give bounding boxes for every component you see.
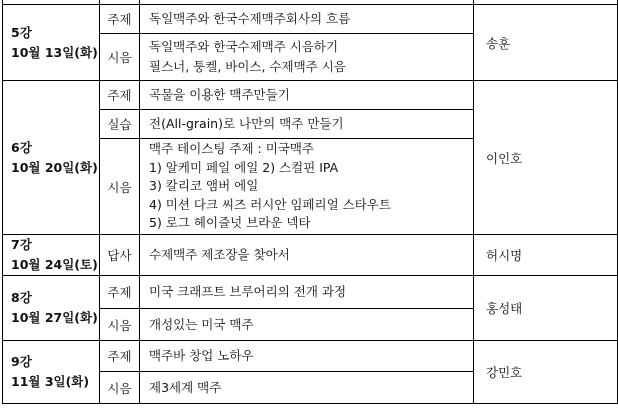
topic-line: 맥주 테이스팅 주제 : 미국맥주: [149, 141, 315, 157]
topic-line: 1) 알케미 페일 에일 2) 스컬핀 IPA: [149, 159, 339, 175]
type-cell: 주제: [100, 5, 140, 34]
topic-line: 전(All-grain)로 나만의 맥주 만들기: [149, 116, 344, 131]
instructor-cell: 송훈: [474, 5, 618, 81]
type-cell: 시음: [100, 34, 140, 81]
session-number: 7강: [11, 237, 32, 252]
topic-cell: [140, 139, 474, 235]
session-cell: [3, 341, 100, 404]
topic-line: 곡물을 이용한 맥주만들기: [149, 87, 290, 102]
session-number: 9강: [11, 354, 32, 369]
topic-cell: [140, 341, 474, 372]
schedule-table: [2, 0, 618, 404]
topic-cell: [140, 372, 474, 404]
topic-line: 3) 칼리코 앰버 에일: [149, 178, 259, 194]
topic-line: 필스너, 퉁켈, 바이스, 수제맥주 시음: [149, 59, 346, 74]
table-row: [3, 341, 618, 372]
topic-cell: [140, 276, 474, 309]
session-cell: [3, 81, 100, 235]
table-row: [3, 276, 618, 309]
topic-line: 개성있는 미국 맥주: [149, 316, 254, 332]
session-number: 8강: [11, 290, 32, 305]
instructor-cell: 이인호: [474, 81, 618, 235]
session-date: 11월 3일(화): [11, 374, 90, 389]
topic-cell: [140, 235, 474, 276]
session-date: 10월 24일(토): [11, 257, 98, 272]
topic-cell: [140, 110, 474, 139]
session-number: 5강: [11, 24, 32, 40]
table-row: [3, 81, 618, 110]
type-cell: 시음: [100, 309, 140, 341]
type-cell: 시음: [100, 139, 140, 235]
type-cell: 답사: [100, 235, 140, 276]
type-cell: 주제: [100, 276, 140, 309]
session-number: 6강: [11, 139, 32, 155]
type-cell: 실습: [100, 110, 140, 139]
session-date: 10월 27일(화): [11, 310, 98, 325]
topic-line: 수제맥주 제조장을 찾아서: [149, 247, 290, 262]
table-row: [3, 235, 618, 276]
session-cell: [3, 5, 100, 81]
instructor-cell: 허시명: [474, 235, 618, 276]
instructor-cell: 홍성태: [474, 276, 618, 341]
topic-line: 4) 미션 다크 씨즈 러시안 임페리얼 스타우트: [149, 196, 391, 212]
type-cell: 주제: [100, 341, 140, 372]
topic-line: 미국 크래프트 브루어리의 전개 과정: [149, 284, 347, 299]
topic-line: 5) 로그 헤이즐넛 브라운 넥타: [149, 215, 311, 231]
topic-cell: [140, 34, 474, 81]
instructor-cell: 강민호: [474, 341, 618, 404]
type-cell: 주제: [100, 81, 140, 110]
session-cell: [3, 235, 100, 276]
session-date: 10월 13일(화): [11, 44, 98, 60]
topic-line: 맥주바 창업 노하우: [149, 348, 254, 363]
topic-line: 제3세계 맥주: [149, 379, 222, 395]
session-date: 10월 20일(화): [11, 159, 98, 175]
type-cell: 시음: [100, 372, 140, 404]
topic-cell: [140, 81, 474, 110]
topic-line: 독일맥주와 한국수제맥주 시음하기: [149, 39, 339, 54]
table-row: [3, 5, 618, 34]
session-cell: [3, 276, 100, 341]
topic-line: 독일맥주와 한국수제맥주회사의 흐름: [149, 11, 351, 26]
topic-cell: [140, 309, 474, 341]
topic-cell: [140, 5, 474, 34]
